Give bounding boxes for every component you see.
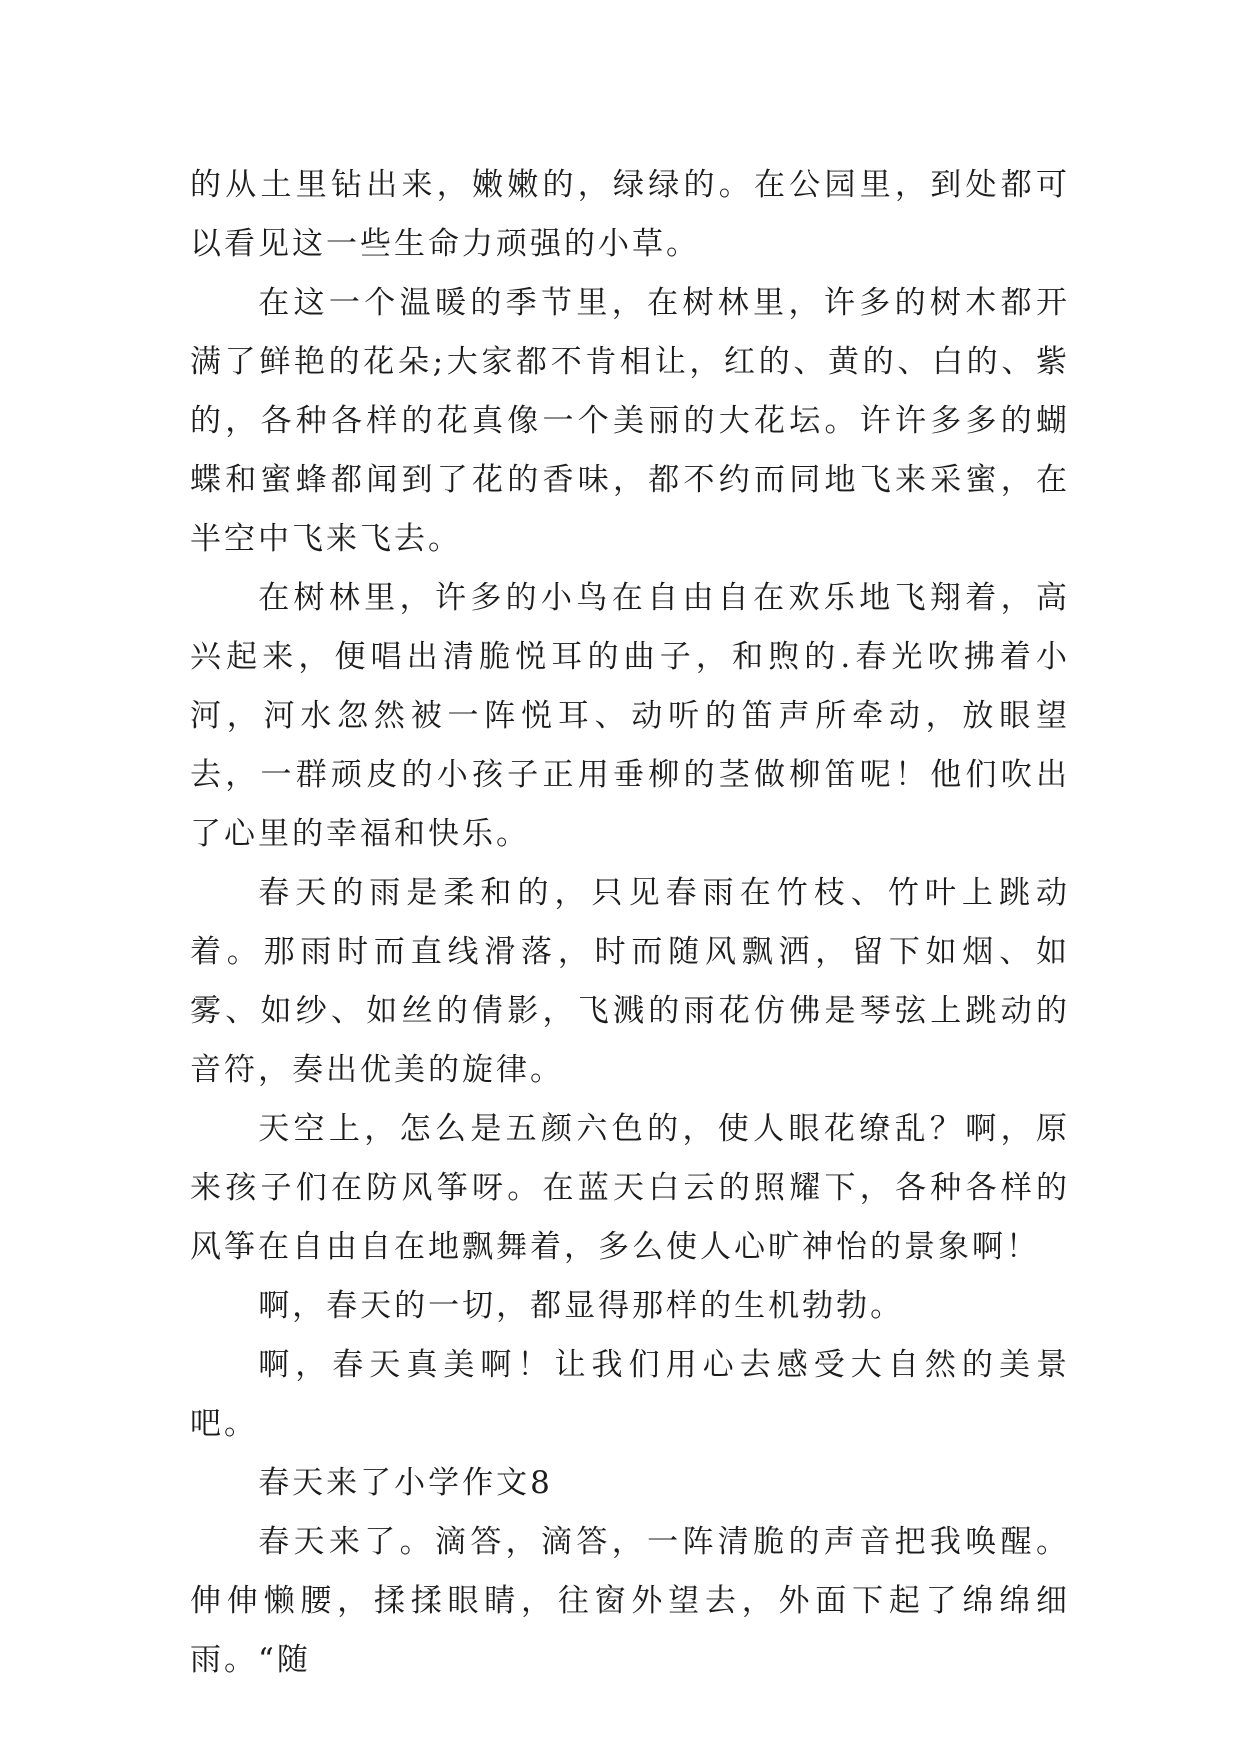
paragraph-kites: 天空上，怎么是五颜六色的，使人眼花缭乱？啊，原来孩子们在防风筝呀。在蓝天白云的照耀下，各种各样的风筝在自由自在地飘舞着，多么使人心旷神怡的景象啊！ <box>190 1111 1070 1265</box>
paragraph-beauty: 啊，春天真美啊！让我们用心去感受大自然的美景吧。 <box>190 1347 1070 1442</box>
article-body <box>190 156 1070 1690</box>
paragraph-vitality: 啊，春天的一切，都显得那样的生机勃勃。 <box>258 1288 905 1324</box>
paragraph-trees-flowers: 在这一个温暖的季节里，在树林里，许多的树木都开满了鲜艳的花朵;大家都不肯相让，红的、黄的、白的、紫的，各种各样的花真像一个美丽的大花坛。许许多多的蝴蝶和蜜蜂都闻到了花的香味，都不约而同地飞来采蜜，在半空中飞来飞去。 <box>190 285 1070 557</box>
essay-heading: 春天来了小学作文8 <box>258 1465 553 1501</box>
paragraph-continuation: 的从土里钻出来，嫩嫩的，绿绿的。在公园里，到处都可以看见这一些生命力顽强的小草。 <box>190 167 1070 262</box>
paragraph-spring-rain: 春天的雨是柔和的，只见春雨在竹枝、竹叶上跳动着。那雨时而直线滑落，时而随风飘洒，留下如烟、如雾、如纱、如丝的倩影，飞溅的雨花仿佛是琴弦上跳动的音符，奏出优美的旋律。 <box>190 875 1070 1088</box>
paragraph-spring-arrives: 春天来了。滴答，滴答，一阵清脆的声音把我唤醒。伸伸懒腰，揉揉眼睛，往窗外望去，外面下起了绵绵细雨。“随 <box>190 1524 1070 1678</box>
paragraph-birds-flute: 在树林里，许多的小鸟在自由自在欢乐地飞翔着，高兴起来，便唱出清脆悦耳的曲子，和煦的.春光吹拂着小河，河水忽然被一阵悦耳、动听的笛声所牵动，放眼望去，一群顽皮的小孩子正用垂柳的茎做柳笛呢！他们吹出了心里的幸福和快乐。 <box>190 580 1070 852</box>
